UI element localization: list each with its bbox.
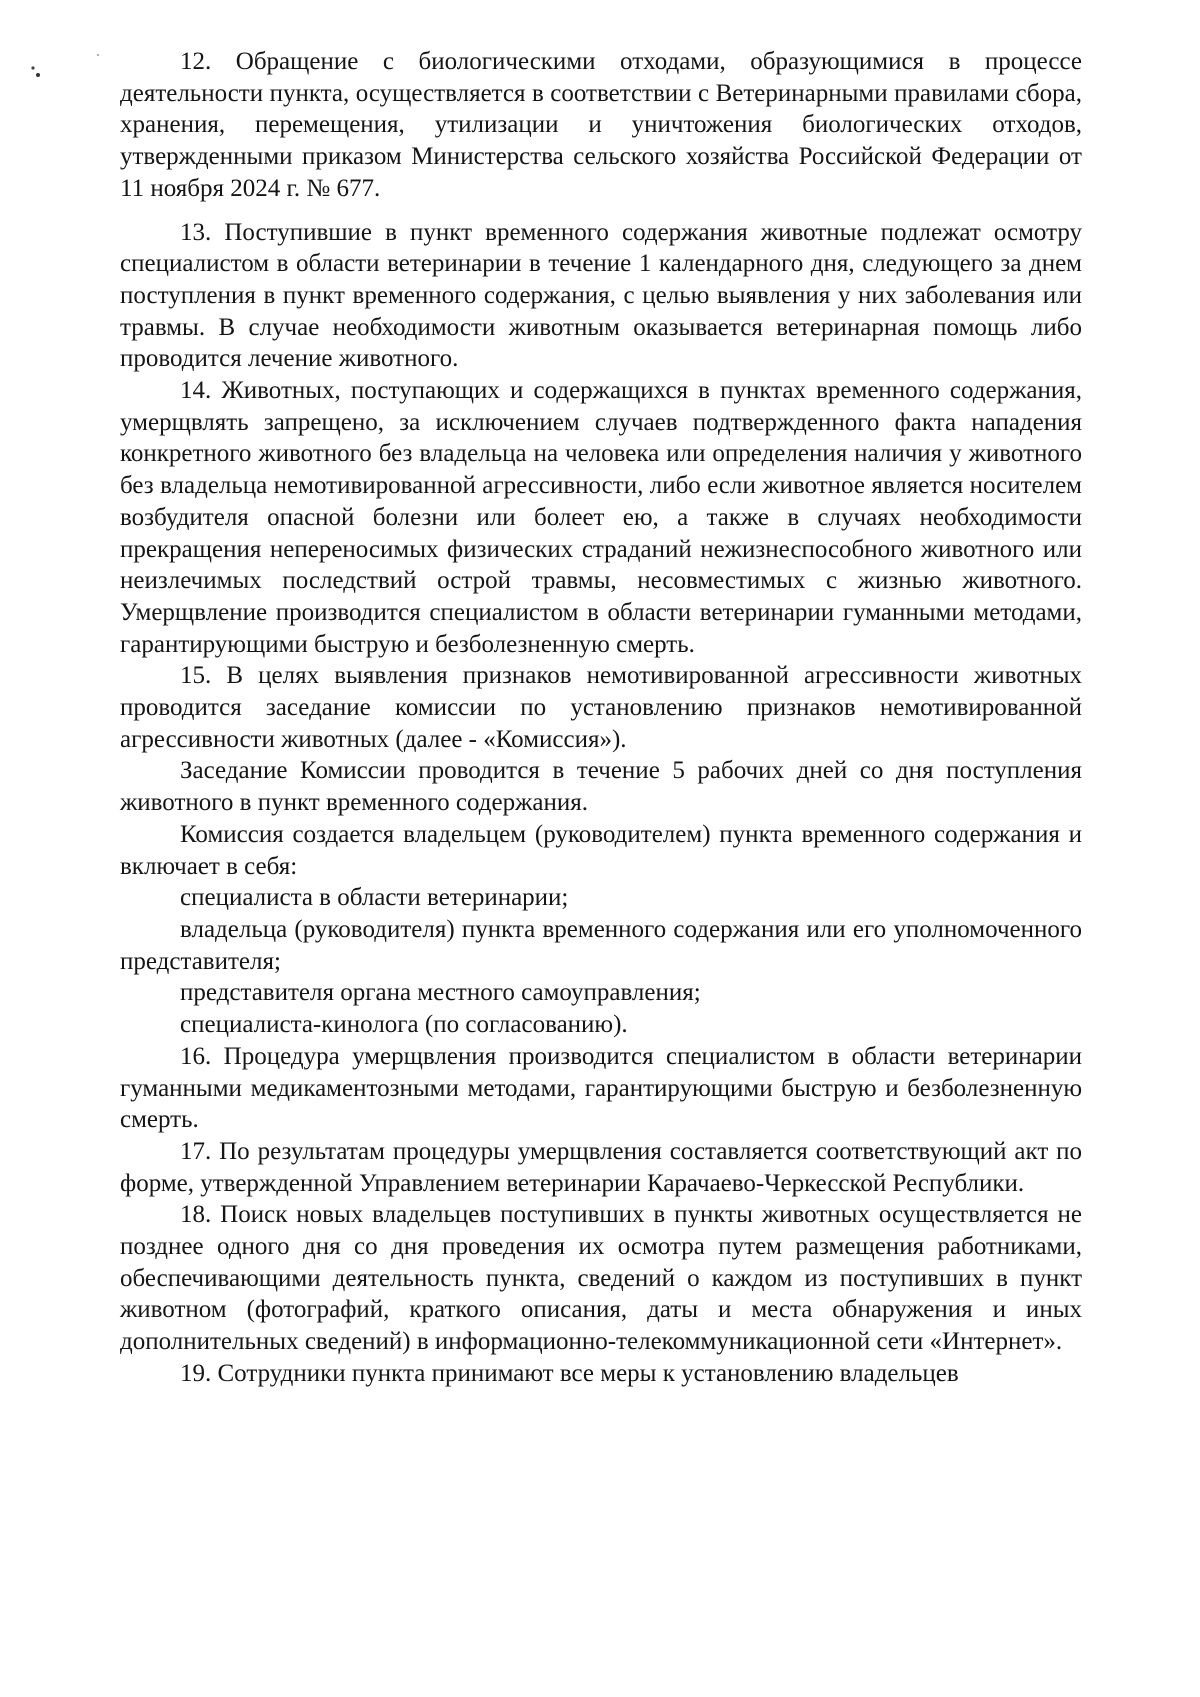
paragraph-19: 19. Сотрудники пункта принимают все меры к установлению владельцев — [180, 1359, 959, 1387]
paragraph-12: 12. Обращение с биологическими отходами, образующимися в процессе деятельности пункта, осуществляется в соответствии с Ветеринарными правилами сбора, хранения, перемещения, утилизации и уничтожения биологических отходов, утвержденными приказом Министерства сельского хозяйства Российской Федерации от 11 ноября 2024 г. № 677. — [120, 48, 1082, 202]
commission-member-local-gov: представителя органа местного самоуправления; — [180, 979, 701, 1007]
commission-member-dog-handler: специалиста-кинолога (по согласованию). — [180, 1011, 628, 1039]
paragraph-16: 16. Процедура умерщвления производится специалистом в области ветеринарии гуманными медикаментозными методами, гарантирующими быструю и безболезненную смерть. — [120, 1042, 1082, 1134]
paragraph-13: 13. Поступившие в пункт временного содержания животные подлежат осмотру специалистом в области ветеринарии в течение 1 календарного дня, следующего за днем поступления в пункт временного содержания, с целью выявления у них заболевания или травмы. В случае необходимости животным оказывается ветеринарная помощь либо проводится лечение животного. — [120, 218, 1082, 373]
paragraph-18: 18. Поиск новых владельцев поступивших в пункты животных осуществляется не позднее одного дня со дня проведения их осмотра путем размещения работниками, обеспечивающими деятельность пункта, сведений о каждом из поступивших в пункт животном (фотографий, краткого описания, даты и места обнаружения и иных дополнительных сведений) в информационно-телекоммуникационной сети «Интернет». — [120, 1201, 1082, 1356]
paragraph-commission-composition: Комиссия создается владельцем (руководителем) пункта временного содержания и включает в себя: — [120, 820, 1082, 880]
paragraph-17: 17. По результатам процедуры умерщвления составляется соответствующий акт по форме, утвержденной Управлением ветеринарии Карачаево-Черкесской Республики. — [120, 1137, 1082, 1197]
commission-member-vet: специалиста в области ветеринарии; — [180, 884, 569, 912]
paragraph-commission-meeting: Заседание Комиссии проводится в течение 5 рабочих дней со дня поступления животного в пункт временного содержания. — [120, 757, 1082, 817]
scan-specks — [30, 40, 110, 100]
commission-member-owner: владельца (руководителя) пункта временного содержания или его уполномоченного представителя; — [120, 915, 1082, 975]
paragraph-14: 14. Животных, поступающих и содержащихся в пунктах временного содержания, умерщвлять запрещено, за исключением случаев подтвержденного факта нападения конкретного животного без владельца на человека или определения наличия у животного без владельца немотивированной агрессивности, либо если животное является носителем возбудителя опасной болезни или болеет ею, а также в случаях необходимости прекращения непереносимых физических страданий нежизнеспособного животного или неизлечимых последствий острой травмы, несовместимых с жизнью животного. Умерщвление производится специалистом в области ветеринарии гуманными методами, гарантирующими быструю и безболезненную смерть. — [120, 377, 1082, 658]
document-page — [120, 46, 1082, 1390]
paragraph-15: 15. В целях выявления признаков немотивированной агрессивности животных проводится заседание комиссии по установлению признаков немотивированной агрессивности животных (далее - «Комиссия»). — [120, 662, 1082, 753]
